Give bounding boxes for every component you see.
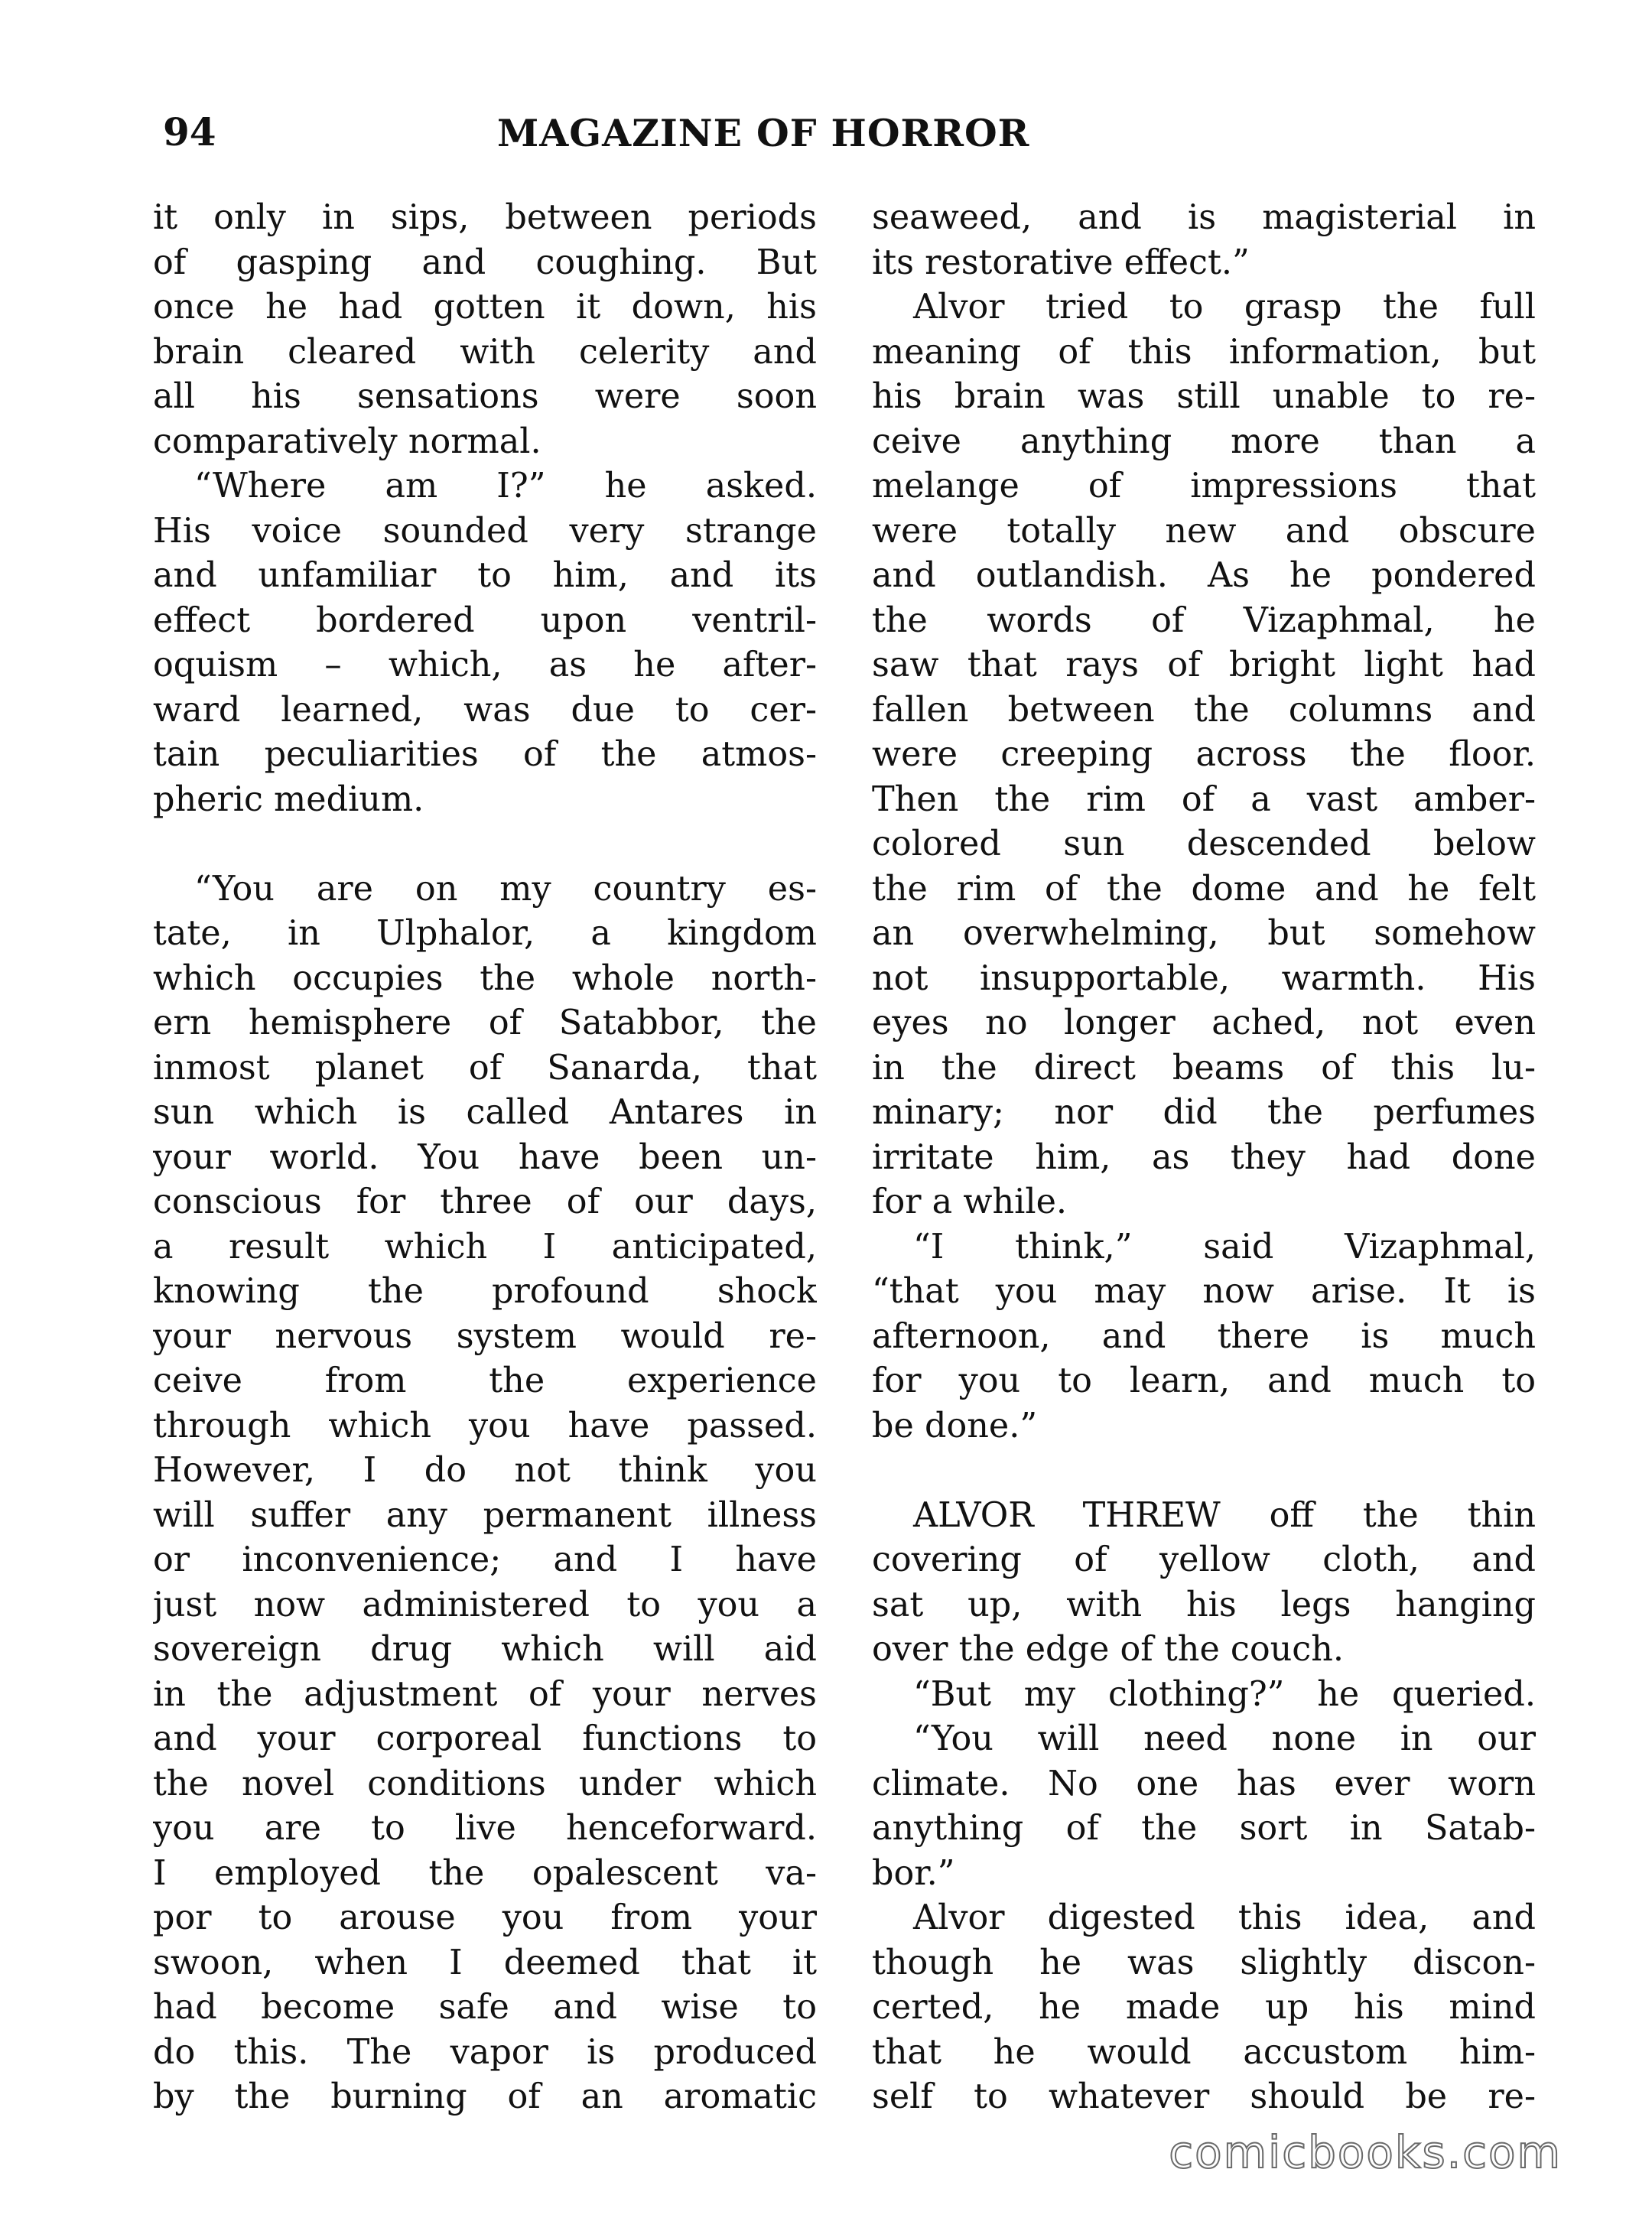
text-line: ALVOR THREW off the thin (913, 1495, 1536, 1535)
text-line: ceive from the experience (153, 1361, 817, 1400)
text-line: a result which I anticipated, (153, 1227, 817, 1267)
text-line: brain cleared with celerity and (153, 332, 817, 372)
text-line: certed, he made up his mind (872, 1988, 1536, 2027)
text-line: melange of impressions that (872, 467, 1536, 506)
paragraph-gap (872, 1449, 1536, 1494)
text-line: your world. You have been un- (153, 1137, 817, 1177)
text-line: the words of Vizaphmal, he (872, 600, 1536, 640)
text-line: were creeping across the floor. (872, 735, 1536, 774)
running-head-title: MAGAZINE OF HORROR (497, 111, 1030, 155)
text-line: “You will need none in our (913, 1719, 1536, 1758)
text-line: will suffer any permanent illness (153, 1495, 817, 1535)
text-line: had become safe and wise to (153, 1988, 817, 2027)
text-line: of gasping and coughing. But (153, 242, 817, 282)
text-line: saw that rays of bright light had (872, 646, 1536, 685)
text-line: you are to live henceforward. (153, 1809, 817, 1848)
text-line: your nervous system would re- (153, 1316, 817, 1356)
text-line: in the direct beams of this lu- (872, 1048, 1536, 1088)
text-line: “I think,” said Vizaphmal, (913, 1227, 1536, 1267)
text-line: “But my clothing?” he queried. (913, 1674, 1536, 1714)
text-line: minary; nor did the perfumes (872, 1093, 1536, 1132)
text-line: conscious for three of our days, (153, 1182, 817, 1221)
text-line: just now administered to you a (153, 1585, 817, 1624)
text-line: and outlandish. As he pondered (872, 556, 1536, 595)
text-line: once he had gotten it down, his (153, 288, 817, 327)
text-line: His voice sounded very strange (153, 511, 817, 551)
text-line: the rim of the dome and he felt (872, 869, 1536, 909)
text-line: swoon, when I deemed that it (153, 1943, 817, 1982)
text-line: I employed the opalescent va- (153, 1853, 817, 1893)
text-line: anything of the sort in Satab- (872, 1809, 1536, 1848)
text-line: through which you have passed. (153, 1406, 817, 1446)
text-line: though he was slightly discon- (872, 1943, 1536, 1982)
text-line: tain peculiarities of the atmos- (153, 735, 817, 774)
text-line: Alvor tried to grasp the full (913, 288, 1536, 327)
text-line: in the adjustment of your nerves (153, 1674, 817, 1714)
text-line: seaweed, and is magisterial in (872, 198, 1536, 237)
text-line: sat up, with his legs hanging (872, 1585, 1536, 1624)
text-line: not insupportable, warmth. His (872, 958, 1536, 998)
page-number: 94 (163, 109, 216, 154)
text-line: be done.” (872, 1406, 1038, 1446)
text-line: eyes no longer ached, not even (872, 1003, 1536, 1042)
watermark-logo: comicbooks.com (1169, 2126, 1562, 2178)
text-line: or inconvenience; and I have (153, 1540, 817, 1579)
text-line: all his sensations were soon (153, 377, 817, 416)
text-line: meaning of this information, but (872, 332, 1536, 372)
text-line: “You are on my country es- (194, 869, 817, 909)
text-line: “that you may now arise. It is (872, 1272, 1536, 1311)
text-line: effect bordered upon ventril- (153, 600, 817, 640)
text-line: the novel conditions under which (153, 1764, 817, 1803)
right-column (872, 196, 1536, 2120)
text-line: por to arouse you from your (153, 1898, 817, 1937)
text-line: comparatively normal. (153, 421, 541, 461)
text-line: “Where am I?” he asked. (194, 467, 817, 506)
text-line: for you to learn, and much to (872, 1361, 1536, 1400)
text-line: afternoon, and there is much (872, 1316, 1536, 1356)
text-line: However, I do not think you (153, 1451, 817, 1490)
text-line: its restorative effect.” (872, 242, 1250, 282)
text-line: ward learned, was due to cer- (153, 690, 817, 730)
text-line: do this. The vapor is produced (153, 2032, 817, 2072)
text-line: for a while. (872, 1182, 1068, 1221)
text-line: that he would accustom him- (872, 2032, 1536, 2072)
text-line: colored sun descended below (872, 824, 1536, 863)
text-line: an overwhelming, but somehow (872, 914, 1536, 953)
text-line: by the burning of an aromatic (153, 2077, 817, 2116)
text-line: sovereign drug which will aid (153, 1630, 817, 1669)
text-line: Then the rim of a vast amber- (872, 779, 1536, 819)
paragraph-gap (153, 822, 817, 867)
text-line: over the edge of the couch. (872, 1630, 1345, 1669)
text-line: bor.” (872, 1853, 955, 1893)
text-line: irritate him, as they had done (872, 1137, 1536, 1177)
text-line: sun which is called Antares in (153, 1093, 817, 1132)
text-line: knowing the profound shock (153, 1272, 817, 1311)
text-line: tate, in Ulphalor, a kingdom (153, 914, 817, 953)
text-line: which occupies the whole north- (153, 958, 817, 998)
text-line: covering of yellow cloth, and (872, 1540, 1536, 1579)
text-line: pheric medium. (153, 779, 424, 819)
text-line: oquism – which, as he after- (153, 646, 817, 685)
left-column (153, 196, 817, 2120)
text-line: ceive anything more than a (872, 421, 1536, 461)
text-line: it only in sips, between periods (153, 198, 817, 237)
text-line: and unfamiliar to him, and its (153, 556, 817, 595)
text-line: ern hemisphere of Satabbor, the (153, 1003, 817, 1042)
text-line: were totally new and obscure (872, 511, 1536, 551)
text-line: inmost planet of Sanarda, that (153, 1048, 817, 1088)
text-line: and your corporeal functions to (153, 1719, 817, 1758)
text-line: his brain was still unable to re- (872, 377, 1536, 416)
text-line: fallen between the columns and (872, 690, 1536, 730)
text-line: self to whatever should be re- (872, 2077, 1536, 2116)
text-line: climate. No one has ever worn (872, 1764, 1536, 1803)
text-line: Alvor digested this idea, and (913, 1898, 1536, 1937)
